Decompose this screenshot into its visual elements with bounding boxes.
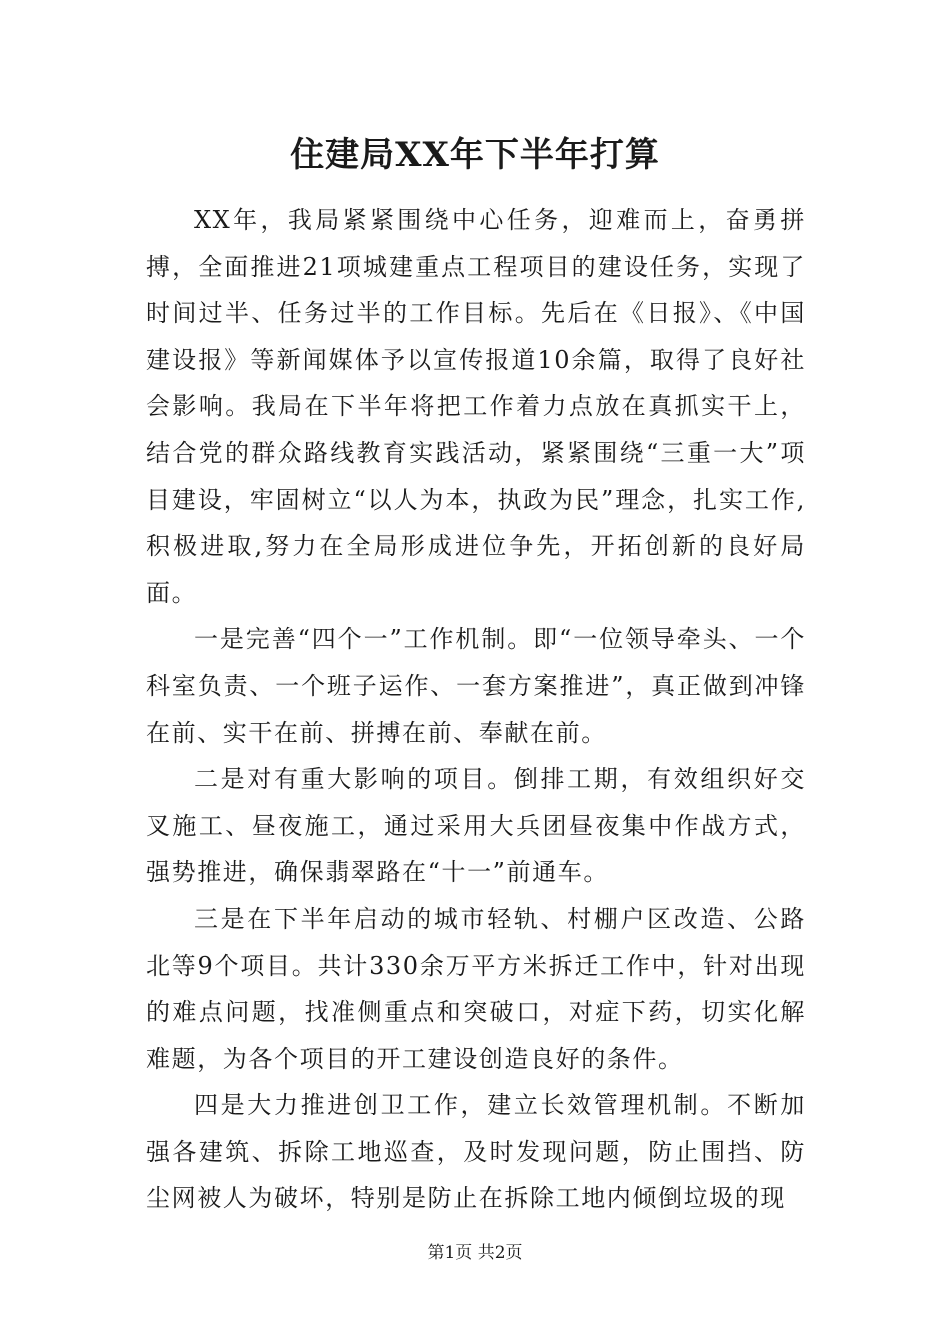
paragraph-point-two: 二是对有重大影响的项目。倒排工期，有效组织好交叉施工、昼夜施工，通过采用大兵团昼夜集中作战方式，强势推进，确保翡翠路在“十一”前通车。	[146, 765, 806, 887]
page-number-footer: 第1页 共2页	[427, 1243, 523, 1263]
document-body	[146, 197, 806, 1222]
paragraph-point-four: 四是大力推进创卫工作，建立长效管理机制。不断加强各建筑、拆除工地巡查，及时发现问题，防止围挡、防尘网被人为破坏，特别是防止在拆除工地内倾倒垃圾的现	[146, 1091, 806, 1213]
paragraph-intro: XX年，我局紧紧围绕中心任务，迎难而上，奋勇拼搏，全面推进21项城建重点工程项目的建设任务，实现了时间过半、任务过半的工作目标。先后在《日报》、《中国建设报》等新闻媒体予以宣传报道10余篇，取得了良好社会影响。我局在下半年将把工作着力点放在真抓实干上，结合党的群众路线教育实践活动，紧紧围绕“三重一大”项目建设，牢固树立“以人为本，执政为民”理念，扎实工作,积极进取,努力在全局形成进位争先，开拓创新的良好局面。	[146, 206, 806, 607]
paragraph-point-three: 三是在下半年启动的城市轻轨、村棚户区改造、公路北等9个项目。共计330余万平方米拆迁工作中，针对出现的难点问题，找准侧重点和突破口，对症下药，切实化解难题，为各个项目的开工建设创造良好的条件。	[146, 904, 806, 1073]
document-title: 住建局XX年下半年打算	[290, 135, 660, 175]
paragraph-point-one: 一是完善“四个一”工作机制。即“一位领导牵头、一个科室负责、一个班子运作、一套方案推进”，真正做到冲锋在前、实干在前、拼搏在前、奉献在前。	[146, 625, 806, 747]
